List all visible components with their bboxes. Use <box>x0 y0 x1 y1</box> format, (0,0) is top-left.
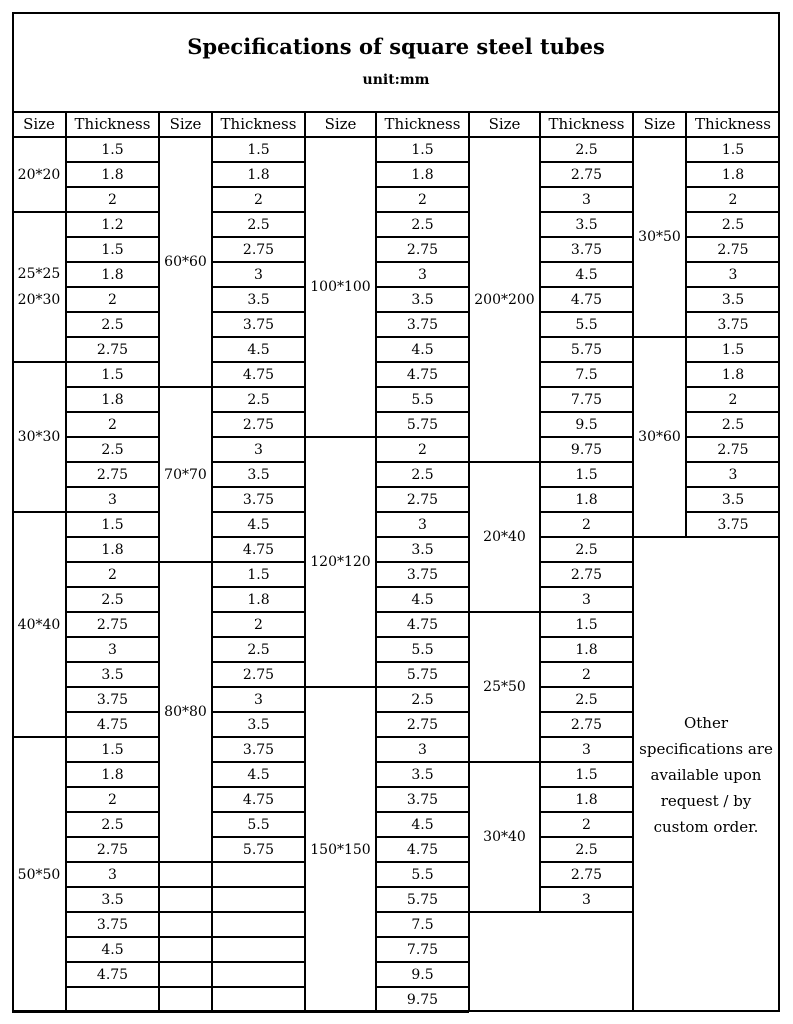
thickness-cell: 2.75 <box>242 241 275 258</box>
thickness-cell: 2.5 <box>411 216 434 233</box>
thickness-cell: 5.75 <box>570 341 603 358</box>
thickness-cell: 2.75 <box>406 241 439 258</box>
grid-line <box>375 112 377 1012</box>
thickness-cell: 1.8 <box>575 491 598 508</box>
thickness-cell <box>212 937 305 962</box>
thickness-cell: 5.75 <box>406 666 439 683</box>
size-cell <box>159 937 212 962</box>
thickness-cell: 9.5 <box>575 416 598 433</box>
grid-line <box>65 112 67 1012</box>
thickness-cell: 9.5 <box>411 966 434 983</box>
thickness-cell: 1.8 <box>247 591 270 608</box>
thickness-cell: 2.5 <box>101 316 124 333</box>
thickness-cell: 3.75 <box>242 491 275 508</box>
thickness-cell: 5.75 <box>406 891 439 908</box>
thickness-cell: 1.8 <box>575 791 598 808</box>
thickness-cell: 5.5 <box>411 866 434 883</box>
thickness-cell: 3.5 <box>247 716 270 733</box>
thickness-cell: 1.8 <box>721 166 745 183</box>
thickness-cell: 1.5 <box>575 466 598 483</box>
thickness-cell: 3.5 <box>411 766 434 783</box>
thickness-cell: 3.5 <box>721 491 745 508</box>
grid-line <box>304 112 306 1012</box>
thickness-cell: 1.5 <box>101 241 124 258</box>
grid-line <box>212 1011 305 1013</box>
thickness-cell: 1.5 <box>101 741 124 758</box>
thickness-cell: 4.75 <box>96 966 129 983</box>
thickness-cell: 2 <box>108 566 117 583</box>
grid-line <box>211 112 213 1012</box>
thickness-cell: 1.8 <box>721 366 745 383</box>
thickness-cell: 1.5 <box>101 366 124 383</box>
thickness-cell: 3.75 <box>406 566 439 583</box>
thickness-cell: 2 <box>418 191 427 208</box>
thickness-cell <box>212 962 305 987</box>
size-cell: 200*200 <box>474 291 535 308</box>
thickness-cell: 2 <box>582 816 591 833</box>
thickness-cell: 4.5 <box>101 941 124 958</box>
thickness-cell: 1.5 <box>721 341 745 358</box>
thickness-cell: 2.75 <box>96 841 129 858</box>
thickness-cell: 7.5 <box>411 916 434 933</box>
thickness-cell: 2.5 <box>101 591 124 608</box>
unit-label: unit:mm <box>362 72 430 88</box>
size-header: Size <box>324 115 357 133</box>
thickness-cell: 1.8 <box>101 766 124 783</box>
thickness-cell: 2.5 <box>575 691 598 708</box>
grid-line <box>305 1011 376 1013</box>
thickness-cell: 4.5 <box>247 341 270 358</box>
thickness-cell: 4.75 <box>96 716 129 733</box>
size-cell: 20*40 <box>483 529 526 545</box>
thickness-cell: 4.5 <box>247 516 270 533</box>
thickness-cell: 2 <box>728 391 738 408</box>
grid-line <box>633 536 686 538</box>
thickness-cell: 4.75 <box>242 791 275 808</box>
grid-line <box>540 911 633 913</box>
thickness-cell: 3.75 <box>570 241 603 258</box>
thickness-header: Thickness <box>220 115 297 133</box>
thickness-cell: 3 <box>418 741 427 758</box>
thickness-cell: 2 <box>108 191 117 208</box>
thickness-cell: 4.5 <box>247 766 270 783</box>
thickness-cell: 5.5 <box>247 816 270 833</box>
thickness-cell: 4.75 <box>406 366 439 383</box>
thickness-cell: 1.8 <box>101 391 124 408</box>
thickness-cell: 2 <box>582 516 591 533</box>
thickness-cell: 2 <box>108 791 117 808</box>
thickness-cell: 2.5 <box>575 141 598 158</box>
thickness-cell: 2 <box>108 291 117 308</box>
size-cell: 120*120 <box>310 554 371 570</box>
thickness-cell: 2.75 <box>570 716 603 733</box>
thickness-cell: 2 <box>108 416 117 433</box>
thickness-cell: 7.5 <box>575 366 598 383</box>
thickness-cell: 2.5 <box>101 441 124 458</box>
thickness-cell: 1.8 <box>101 541 124 558</box>
size-header: Size <box>488 115 521 133</box>
size-header: Size <box>23 115 55 133</box>
thickness-cell: 2.75 <box>96 341 129 358</box>
grid-line <box>469 911 540 913</box>
thickness-cell: 4.75 <box>242 541 275 558</box>
thickness-cell: 2.5 <box>411 466 434 483</box>
thickness-cell: 4.75 <box>242 366 275 383</box>
thickness-cell: 3.75 <box>717 316 749 333</box>
thickness-cell: 1.8 <box>101 166 124 183</box>
page-title: Specifications of square steel tubes <box>187 34 605 59</box>
size-cell: 70*70 <box>164 466 207 483</box>
thickness-cell: 3.5 <box>101 891 124 908</box>
thickness-cell: 3 <box>582 591 591 608</box>
size-cell <box>159 887 212 912</box>
thickness-cell: 9.75 <box>570 441 603 458</box>
spec-sheet <box>12 12 780 1012</box>
thickness-cell: 3.5 <box>101 666 124 683</box>
thickness-cell: 9.75 <box>406 991 439 1008</box>
thickness-cell: 3 <box>108 491 117 508</box>
size-cell: 25*50 <box>483 679 526 695</box>
other-specifications-note: Other specifications are available upon request / by custom order. <box>639 714 773 836</box>
thickness-cell <box>212 887 305 912</box>
thickness-cell: 5.75 <box>242 841 275 858</box>
thickness-cell: 3 <box>254 441 263 458</box>
size-cell: 30*60 <box>638 429 681 445</box>
grid-line <box>12 1011 66 1013</box>
size-cell: 80*80 <box>164 704 207 720</box>
grid-line <box>685 112 687 537</box>
grid-line <box>632 112 634 1012</box>
thickness-cell: 1.8 <box>101 266 124 283</box>
thickness-cell: 3.75 <box>406 316 439 333</box>
thickness-cell: 2.5 <box>247 391 270 408</box>
thickness-cell: 7.75 <box>570 391 603 408</box>
thickness-cell: 3 <box>418 516 427 533</box>
thickness-cell: 2.5 <box>721 416 745 433</box>
thickness-cell <box>212 987 305 1012</box>
thickness-cell: 2.75 <box>570 166 603 183</box>
grid-line <box>66 1011 159 1013</box>
size-cell <box>159 987 212 1012</box>
thickness-cell: 2.75 <box>96 616 129 633</box>
thickness-cell: 2.75 <box>96 466 129 483</box>
thickness-cell: 1.5 <box>411 141 434 158</box>
thickness-cell: 3.5 <box>721 291 745 308</box>
grid-line <box>686 536 780 538</box>
thickness-cell: 3 <box>418 266 427 283</box>
size-cell: 30*50 <box>638 229 681 245</box>
thickness-cell: 2.5 <box>411 691 434 708</box>
thickness-cell: 2.5 <box>247 641 270 658</box>
thickness-cell: 1.8 <box>575 641 598 658</box>
grid-line <box>468 112 470 1012</box>
size-cell <box>159 962 212 987</box>
thickness-cell: 2 <box>728 191 738 208</box>
thickness-cell: 3.5 <box>411 541 434 558</box>
thickness-header: Thickness <box>384 115 461 133</box>
thickness-cell: 4.75 <box>570 291 603 308</box>
thickness-cell: 2.75 <box>570 566 603 583</box>
thickness-header: Thickness <box>74 115 151 133</box>
size-cell: 60*60 <box>164 254 207 270</box>
thickness-cell: 3 <box>108 641 117 658</box>
size-header: Size <box>169 115 202 133</box>
thickness-cell: 3 <box>728 266 738 283</box>
thickness-cell: 2.75 <box>406 716 439 733</box>
thickness-cell: 3 <box>254 266 263 283</box>
thickness-cell: 2.5 <box>575 541 598 558</box>
thickness-cell: 4.75 <box>406 616 439 633</box>
thickness-cell: 4.5 <box>575 266 598 283</box>
thickness-cell: 5.5 <box>575 316 598 333</box>
thickness-cell: 3.75 <box>96 691 129 708</box>
thickness-cell: 3.75 <box>717 516 749 533</box>
thickness-cell: 3.5 <box>411 291 434 308</box>
thickness-cell: 3.5 <box>247 291 270 308</box>
thickness-cell: 2.75 <box>242 666 275 683</box>
size-cell: 50*50 <box>17 866 61 883</box>
thickness-cell: 5.75 <box>406 416 439 433</box>
thickness-cell: 5.5 <box>411 641 434 658</box>
thickness-cell: 1.5 <box>575 616 598 633</box>
thickness-cell: 2 <box>418 441 427 458</box>
thickness-cell: 3.75 <box>406 791 439 808</box>
thickness-cell: 2.75 <box>406 491 439 508</box>
grid-line <box>158 112 160 1012</box>
size-cell: 150*150 <box>310 841 371 858</box>
thickness-cell: 2 <box>254 616 263 633</box>
thickness-cell: 1.5 <box>575 766 598 783</box>
thickness-cell: 1.2 <box>101 216 124 233</box>
size-cell: 40*40 <box>17 616 61 633</box>
size-cell: 30*30 <box>17 429 61 445</box>
thickness-cell: 1.5 <box>101 141 124 158</box>
thickness-cell: 1.8 <box>411 166 434 183</box>
thickness-header: Thickness <box>695 115 771 133</box>
thickness-cell: 2.5 <box>575 841 598 858</box>
thickness-cell <box>66 987 159 1012</box>
thickness-cell: 1.5 <box>247 566 270 583</box>
thickness-cell: 4.5 <box>411 341 434 358</box>
thickness-cell: 1.5 <box>721 141 745 158</box>
thickness-cell <box>212 912 305 937</box>
thickness-cell: 2 <box>582 666 591 683</box>
thickness-cell: 3.75 <box>96 916 129 933</box>
thickness-cell: 3 <box>582 191 591 208</box>
grid-line <box>159 1011 212 1013</box>
thickness-cell: 2.5 <box>721 216 745 233</box>
thickness-cell: 2.5 <box>101 816 124 833</box>
thickness-cell: 4.5 <box>411 816 434 833</box>
grid-line <box>539 112 541 912</box>
thickness-cell: 2.75 <box>717 241 749 258</box>
size-cell <box>159 862 212 887</box>
thickness-cell: 3 <box>582 891 591 908</box>
grid-line <box>376 1011 469 1013</box>
size-cell: 100*100 <box>310 279 371 295</box>
thickness-cell: 2.75 <box>717 441 749 458</box>
thickness-cell: 2 <box>254 191 263 208</box>
thickness-cell: 7.75 <box>406 941 439 958</box>
thickness-cell: 4.5 <box>411 591 434 608</box>
thickness-cell: 3.5 <box>247 466 270 483</box>
thickness-cell: 1.8 <box>247 166 270 183</box>
thickness-cell: 2.75 <box>570 866 603 883</box>
thickness-cell: 3 <box>254 691 263 708</box>
size-header: Size <box>643 115 676 133</box>
thickness-cell: 3 <box>728 466 738 483</box>
thickness-cell: 3.75 <box>242 741 275 758</box>
size-cell: 20*20 <box>17 166 61 183</box>
thickness-cell: 2.5 <box>247 216 270 233</box>
size-cell <box>159 912 212 937</box>
thickness-header: Thickness <box>548 115 625 133</box>
thickness-cell <box>212 862 305 887</box>
thickness-cell: 3.75 <box>242 316 275 333</box>
size-cell: 30*40 <box>483 829 526 845</box>
thickness-cell: 2.75 <box>242 416 275 433</box>
thickness-cell: 3 <box>582 741 591 758</box>
thickness-cell: 1.5 <box>247 141 270 158</box>
thickness-cell: 5.5 <box>411 391 434 408</box>
thickness-cell: 3 <box>108 866 117 883</box>
size-cell: 25*25 20*30 <box>17 266 61 308</box>
thickness-cell: 1.5 <box>101 516 124 533</box>
thickness-cell: 3.5 <box>575 216 598 233</box>
thickness-cell: 4.75 <box>406 841 439 858</box>
